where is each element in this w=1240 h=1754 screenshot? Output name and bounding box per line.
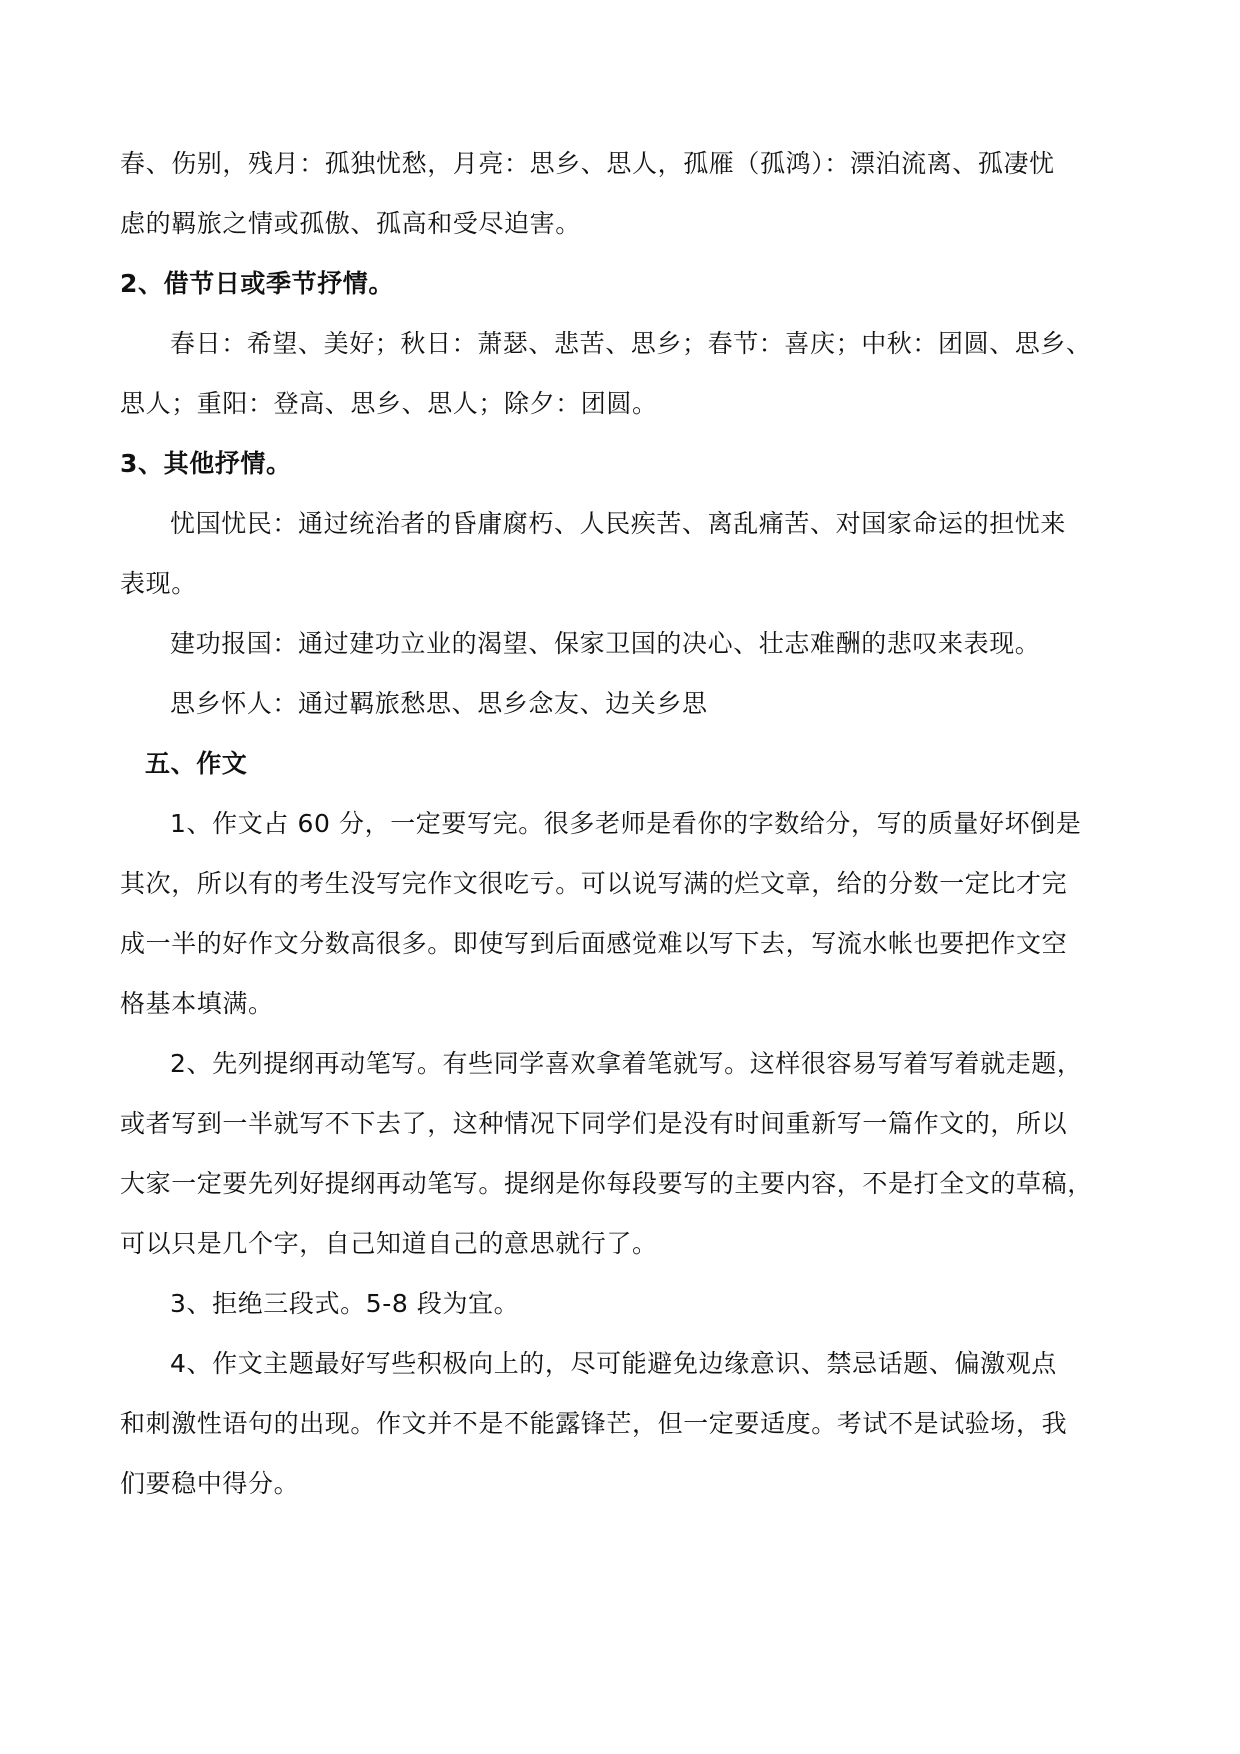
section-heading-other: 3、其他抒情。 (120, 449, 292, 478)
text-line: 其次，所以有的考生没写完作文很吃亏。可以说写满的烂文章，给的分数一定比才完 (120, 869, 1068, 898)
text-line: 思乡怀人：通过羁旅愁思、思乡念友、边关乡思 (170, 689, 708, 718)
text-line: 成一半的好作文分数高很多。即使写到后面感觉难以写下去，写流水帐也要把作文空 (120, 929, 1068, 958)
text-line: 或者写到一半就写不下去了，这种情况下同学们是没有时间重新写一篇作文的，所以 (120, 1109, 1068, 1138)
text-line: 3、拒绝三段式。5-8 段为宜。 (170, 1289, 520, 1318)
text-line: 思人；重阳：登高、思乡、思人；除夕：团圆。 (120, 389, 658, 418)
text-line: 春、伤别，残月：孤独忧愁，月亮：思乡、思人，孤雁（孤鸿）：漂泊流离、孤凄忧 (120, 149, 1055, 178)
text-line: 4、作文主题最好写些积极向上的，尽可能避免边缘意识、禁忌话题、偏激观点 (170, 1349, 1057, 1378)
text-line: 可以只是几个字，自己知道自己的意思就行了。 (120, 1229, 658, 1258)
text-line: 建功报国：通过建功立业的渴望、保家卫国的决心、壮志难酬的悲叹来表现。 (170, 629, 1041, 658)
text-line: 格基本填满。 (120, 989, 274, 1018)
text-line: 忧国忧民：通过统治者的昏庸腐朽、人民疾苦、离乱痛苦、对国家命运的担忧来 (170, 509, 1067, 538)
text-line: 2、先列提纲再动笔写。有些同学喜欢拿着笔就写。这样很容易写着写着就走题， (170, 1049, 1083, 1078)
text-line: 1、作文占 60 分，一定要写完。很多老师是看你的字数给分，写的质量好坏倒是 (170, 809, 1082, 838)
text-line: 大家一定要先列好提纲再动笔写。提纲是你每段要写的主要内容，不是打全文的草稿， (120, 1169, 1093, 1198)
section-heading-festival: 2、借节日或季节抒情。 (120, 269, 394, 298)
text-line: 春日：希望、美好；秋日：萧瑟、悲苦、思乡；春节：喜庆；中秋：团圆、思乡、 (170, 329, 1092, 358)
text-line: 表现。 (120, 569, 197, 598)
text-line: 虑的羁旅之情或孤傲、孤高和受尽迫害。 (120, 209, 581, 238)
section-heading-essay: 五、作文 (145, 749, 248, 778)
text-line: 和刺激性语句的出现。作文并不是不能露锋芒，但一定要适度。考试不是试验场，我 (120, 1409, 1068, 1438)
text-line: 们要稳中得分。 (120, 1469, 300, 1498)
